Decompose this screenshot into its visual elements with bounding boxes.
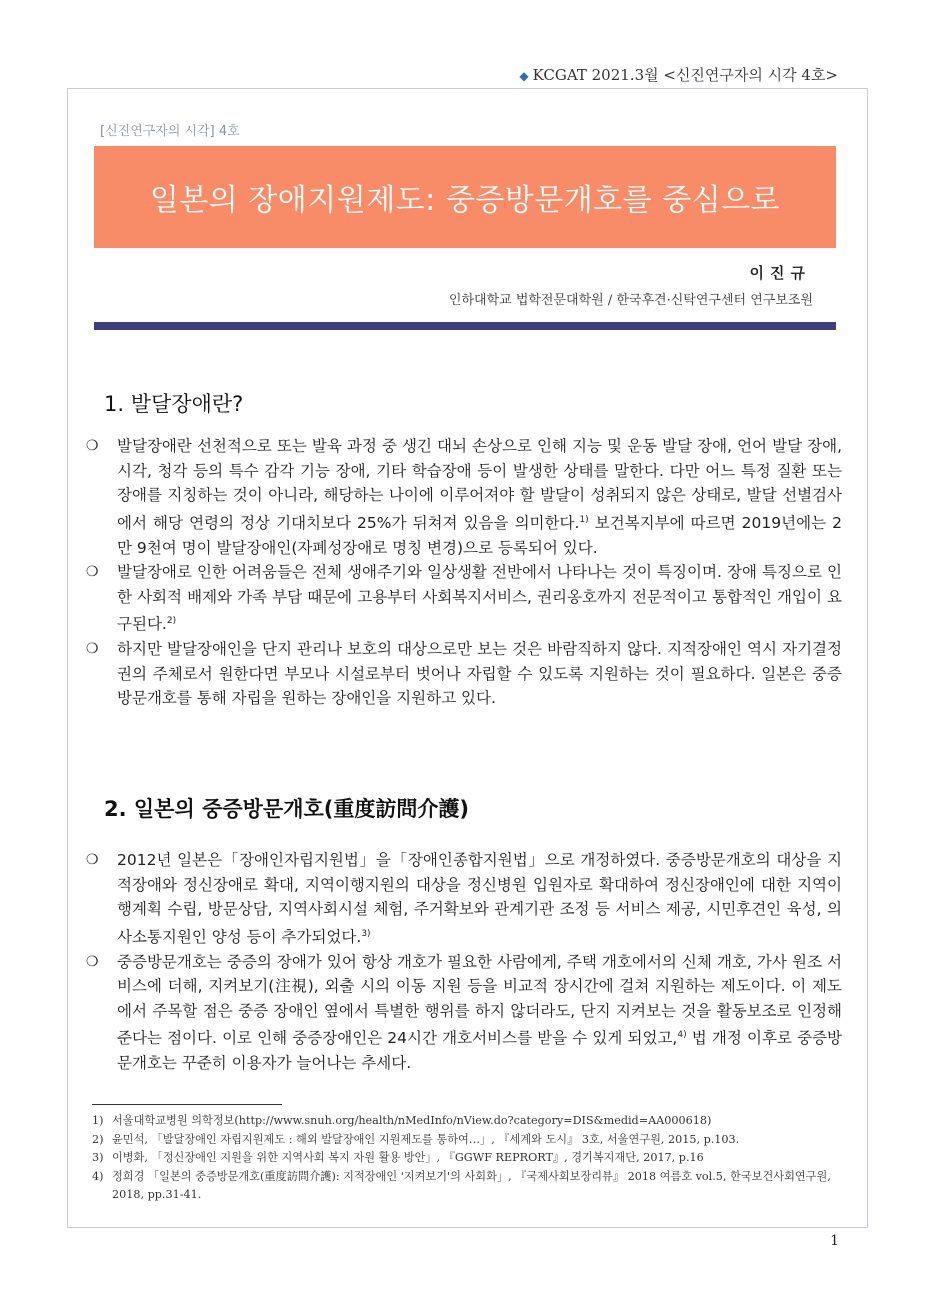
circle-bullet-icon: ❍ bbox=[86, 852, 99, 868]
footnote-number: 4) bbox=[92, 1169, 104, 1183]
footnote-text: 서울대학교병원 의학정보(http://www.snuh.org/health/nMedInfo/nView.do?category=DIS&medid=AA000618) bbox=[112, 1114, 712, 1127]
page-title: 일본의 장애지원제도: 중증방문개호를 중심으로 bbox=[149, 183, 781, 218]
header-text: KCGAT 2021.3월 <신진연구자의 시각 4호> bbox=[532, 66, 838, 84]
footnote-text: 이병화, 「정신장애인 지원을 위한 지역사회 복지 자원 활용 방안」, 『GGWF REPRORT』, 경기복지재단, 2017, p.16 bbox=[112, 1151, 704, 1165]
footnote bbox=[92, 1131, 844, 1150]
bullet-text: 발달장애로 인한 어려움들은 전체 생애주기와 일상생활 전반에서 나타나는 것이 특징이며. 장애 특징으로 인한 사회적 배제와 가족 부담 때문에 고용부터 사회복지서비스, 권리옹호까지 전문적이고 통합적인 개입이 요구된다. bbox=[117, 563, 842, 634]
footnote-ref: 3) bbox=[361, 928, 371, 939]
bullet-item bbox=[86, 434, 842, 560]
bullet-item bbox=[86, 637, 842, 711]
footnote-ref: 1) bbox=[579, 514, 589, 525]
bullet-item bbox=[86, 560, 842, 637]
bullet-text-cont: 법 개정 이후로 중증방문개호는 꾸준히 이용자가 늘어나는 추세다. bbox=[117, 1029, 842, 1073]
bullet-text: 중증방문개호는 중증의 장애가 있어 항상 개호가 필요한 사람에게, 주택 개호에서의 신체 개호, 가사 원조 서비스에 더해, 지켜보기(注視), 외출 시의 이동 지원 등을 비교적 장시간에 걸쳐 지원하는 제도이다. 이 제도에서 주목할 점은 중증 장애인 옆에서 특별한 행위를 하지 않더라도, 단지 지켜보는 것을 활동보조로 인정해 준다는 점이다. 이로 인해 중증장애인은 24시간 개호서비스를 받을 수 있게 되었고, bbox=[117, 952, 842, 1048]
footnote-text: 정희경 「일본의 중증방문개호(重度訪問介護): 지적장애인 '지켜보기'의 사회화」, 『국제사회보장리뷰』 2018 여름호 vol.5, 한국보건사회연구원, 2018, pp.31-41. bbox=[112, 1169, 831, 1202]
title-banner bbox=[94, 146, 836, 248]
author-name: 이진규 bbox=[749, 264, 811, 282]
section-2-title: 2. 일본의 중증방문개호(重度訪問介護) bbox=[104, 797, 469, 821]
series-label: [신진연구자의 시각] 4호 bbox=[100, 124, 240, 139]
footnote-number: 3) bbox=[92, 1151, 104, 1165]
bullet-item bbox=[86, 848, 842, 950]
footnote-ref: 4) bbox=[677, 1030, 687, 1041]
bullet-text-cont: 보건복지부에 따르면 2019년에는 2만 9천여 명이 발달장애인(자폐성장애로 명칭 변경)으로 등록되어 있다. bbox=[117, 513, 842, 557]
footnote-divider bbox=[92, 1104, 282, 1105]
bullet-text: 발달장애란 선천적으로 또는 발육 과정 중 생긴 대뇌 손상으로 인해 지능 및 운동 발달 장애, 언어 발달 장애, 시각, 청각 등의 특수 감각 기능 장애, 기타 학습장애 등이 발생한 상태를 말한다. 다만 어느 특정 질환 또는 장애를 지칭하는 것이 아니라, 해당하는 나이에 이루어져야 할 발달이 성취되지 않은 상태로, 발달 선별검사에서 해당 연령의 정상 기대치보다 25%가 뒤쳐져 있음을 의미한다. bbox=[117, 437, 842, 532]
footnote-number: 2) bbox=[92, 1132, 104, 1146]
footnote bbox=[92, 1149, 844, 1168]
footnote bbox=[92, 1112, 844, 1131]
section-1-title: 1. 발달장애란? bbox=[104, 392, 244, 416]
circle-bullet-icon: ❍ bbox=[86, 438, 99, 454]
footnote-number: 1) bbox=[92, 1114, 104, 1127]
page-header bbox=[519, 64, 838, 85]
diamond-icon: ◆ bbox=[519, 69, 529, 83]
circle-bullet-icon: ❍ bbox=[86, 564, 99, 581]
footnotes bbox=[92, 1112, 844, 1205]
page-number: 1 bbox=[830, 1233, 839, 1249]
author-affiliation: 인하대학교 법학전문대학원 / 한국후견·신탁연구센터 연구보조원 bbox=[448, 293, 813, 308]
footnote-text: 윤민석, 「발달장애인 자립지원제도 : 해외 발달장애인 지원제도를 통하여…」, 『세계와 도시』 3호, 서울연구원, 2015, p.103. bbox=[112, 1132, 740, 1146]
bullet-item bbox=[86, 950, 842, 1076]
circle-bullet-icon: ❍ bbox=[86, 641, 99, 658]
circle-bullet-icon: ❍ bbox=[86, 953, 99, 970]
bullet-text: 하지만 발달장애인을 단지 관리나 보호의 대상으로만 보는 것은 바람직하지 않다. 지적장애인 역시 자기결정권의 주체로서 원한다면 부모나 시설로부터 벗어나 자립할 수 있도록 지원하는 것이 필요하다. 일본은 중증방문개호를 통해 자립을 원하는 장애인을 지원하고 있다. bbox=[117, 640, 842, 708]
bullet-text: 2012년 일본은「장애인자립지원법」을「장애인종합지원법」으로 개정하였다. 중증방문개호의 대상을 지적장애와 정신장애로 확대, 지역이행지원의 대상을 정신병원 입원자로 확대하여 정신장애인에 대한 지역이행계획 수립, 방문상담, 지역사회시설 체험, 주거확보와 관계기관 조정 등 서비스 제공, 시민후견인 육성, 의사소통지원인 양성 등이 추가되었다. bbox=[117, 851, 842, 946]
section-1-bullets bbox=[86, 434, 842, 711]
footnote bbox=[92, 1168, 844, 1205]
section-2-bullets bbox=[86, 848, 842, 1076]
title-divider bbox=[94, 322, 836, 330]
footnote-ref: 2) bbox=[166, 616, 177, 627]
